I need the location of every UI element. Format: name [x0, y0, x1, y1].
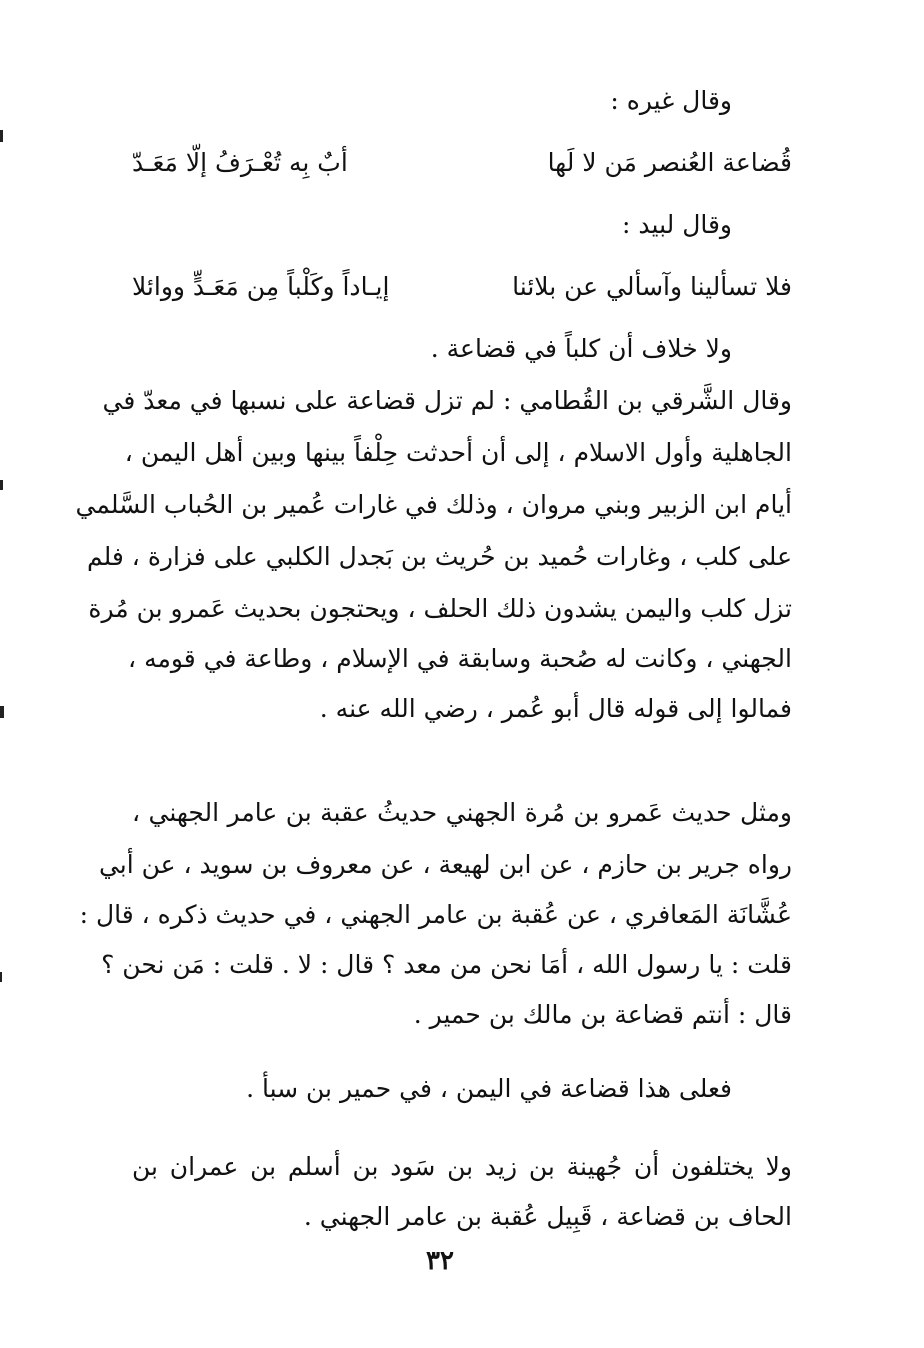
verse-1	[132, 146, 792, 180]
text-line-12: رواه جرير بن حازم ، عن ابن لهيعة ، عن معروف بن سويد ، عن أبي	[98, 850, 792, 879]
page-number: ٣٢	[426, 1246, 454, 1276]
text-line-14: قلت : يا رسول الله ، أمَا نحن من معد ؟ قال : لا . قلت : مَن نحن ؟	[101, 950, 792, 979]
scan-edge-mark	[0, 972, 2, 982]
text-line-17: ولا يختلفون أن جُهينة بن زيد بن سَود بن أسلم بن عمران بن	[132, 1152, 792, 1181]
text-line-11: ومثل حديث عَمرو بن مُرة الجهني حديثُ عقبة بن عامر الجهني ،	[132, 798, 792, 827]
verse-1-second-hemistich: أبٌ بِه تُعْـرَفُ إلّا مَعَـدّ	[132, 148, 348, 177]
verse-2-second-hemistich: إيـاداً وكَلْباً مِن مَعَـدٍّ ووائلا	[132, 272, 390, 301]
text-line-18: الحاف بن قضاعة ، قَبِيل عُقبة بن عامر الجهني .	[303, 1202, 792, 1231]
verse-1-first-hemistich: قُضاعة العُنصر مَن لا لَها	[547, 148, 792, 177]
text-line-4: وقال الشَّرقي بن القُطامي : لم تزل قضاعة على نسبها في معدّ في	[102, 386, 792, 415]
verse-2	[132, 270, 792, 304]
scan-edge-mark	[0, 130, 3, 142]
text-line-7: على كلب ، وغارات حُميد بن حُريث بن بَجدل الكلبي على فزارة ، فلم	[87, 542, 792, 571]
scan-edge-mark	[0, 480, 3, 490]
verse-2-first-hemistich: فلا تسألينا وآسألي عن بلائنا	[512, 272, 792, 301]
text-line-3: ولا خلاف أن كلباً في قضاعة .	[430, 334, 732, 363]
text-line-6: أيام ابن الزبير وبني مروان ، وذلك في غارات عُمير بن الحُباب السَّلمي	[75, 490, 792, 519]
text-line-10: فمالوا إلى قوله قال أبو عُمر ، رضي الله عنه .	[319, 694, 792, 723]
scan-edge-mark	[0, 706, 4, 718]
text-line-13: عُشَّانَة المَعافري ، عن عُقبة بن عامر الجهني ، في حديث ذكره ، قال :	[79, 900, 792, 929]
text-line-1: وقال غيره :	[610, 86, 732, 115]
text-line-16: فعلى هذا قضاعة في اليمن ، في حمير بن سبأ .	[246, 1074, 732, 1103]
text-line-8: تزل كلب واليمن يشدون ذلك الحلف ، ويحتجون بحديث عَمرو بن مُرة	[88, 594, 792, 623]
text-line-15: قال : أنتم قضاعة بن مالك بن حمير .	[413, 1000, 792, 1029]
text-line-2: وقال لبيد :	[622, 210, 732, 239]
text-line-9: الجهني ، وكانت له صُحبة وسابقة في الإسلام ، وطاعة في قومه ،	[128, 644, 792, 673]
text-line-5: الجاهلية وأول الاسلام ، إلى أن أحدثت حِلْفاً بينها وبين أهل اليمن ،	[124, 438, 792, 467]
